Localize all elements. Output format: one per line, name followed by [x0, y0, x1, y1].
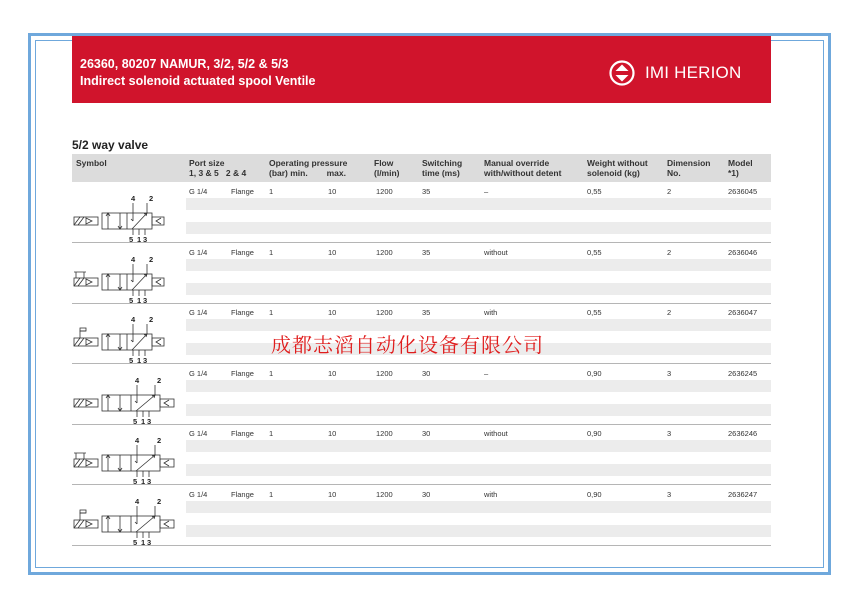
port-label: 4 — [131, 315, 136, 324]
col-weight: Weight without solenoid (kg) — [587, 158, 648, 178]
port-label: 2 — [157, 436, 162, 445]
cell-weight: 0,55 — [587, 248, 602, 257]
row-stripe — [186, 259, 771, 271]
cell-port135: G 1/4 — [189, 369, 208, 378]
port-label: 3 — [143, 235, 148, 243]
cell-manual: with — [484, 308, 498, 317]
col-flow: Flow (l/min) — [374, 158, 400, 178]
col-model: Model *1) — [728, 158, 753, 178]
row-stripe — [186, 283, 771, 295]
cell-switch: 30 — [422, 490, 431, 499]
cell-flow: 1200 — [376, 308, 393, 317]
cell-manual: with — [484, 490, 498, 499]
header-title-line1: 26360, 80207 NAMUR, 3/2, 5/2 & 5/3 — [80, 57, 289, 71]
cell-pmax: 10 — [328, 187, 337, 196]
cell-dim: 2 — [667, 187, 672, 196]
valve-symbol-icon — [72, 244, 185, 304]
cell-pmin: 1 — [269, 490, 274, 499]
cell-port135: G 1/4 — [189, 429, 208, 438]
port-label: 5 — [133, 417, 138, 425]
cell-model: 2636047 — [728, 308, 758, 317]
cell-port135: G 1/4 — [189, 490, 208, 499]
port-label: 3 — [147, 477, 152, 485]
port-label: 1 — [137, 296, 142, 304]
cell-flow: 1200 — [376, 248, 393, 257]
port-label: 3 — [143, 356, 148, 364]
cell-port24: Flange — [231, 308, 254, 317]
cell-weight: 0,90 — [587, 490, 602, 499]
watermark: 成都志滔自动化设备有限公司 — [271, 333, 544, 357]
cell-dim: 2 — [667, 248, 672, 257]
imi-logo-icon — [609, 60, 635, 86]
cell-manual: – — [484, 187, 489, 196]
port-label: 5 — [129, 296, 134, 304]
port-label: 5 — [133, 538, 138, 546]
col-port-size: Port size 1, 3 & 5 2 & 4 — [189, 158, 247, 178]
cell-switch: 30 — [422, 369, 431, 378]
cell-port24: Flange — [231, 369, 254, 378]
port-label: 4 — [131, 255, 136, 264]
section-title: 5/2 way valve — [72, 138, 149, 152]
cell-model: 2636046 — [728, 248, 758, 257]
table-row — [72, 365, 771, 425]
port-label: 3 — [147, 538, 152, 546]
port-label: 3 — [143, 296, 148, 304]
row-stripe — [186, 440, 771, 452]
cell-pmax: 10 — [328, 490, 337, 499]
port-label: 1 — [141, 477, 146, 485]
valve-symbol-icon — [72, 425, 185, 485]
cell-port24: Flange — [231, 490, 254, 499]
cell-weight: 0,55 — [587, 308, 602, 317]
cell-dim: 3 — [667, 369, 672, 378]
cell-port135: G 1/4 — [189, 308, 208, 317]
cell-switch: 35 — [422, 248, 431, 257]
port-label: 4 — [135, 376, 140, 385]
brand-logo — [609, 58, 741, 88]
cell-pmin: 1 — [269, 248, 274, 257]
port-label: 2 — [149, 255, 154, 264]
port-label: 1 — [141, 417, 146, 425]
col-dimension: Dimension No. — [667, 158, 711, 178]
cell-model: 2636245 — [728, 369, 758, 378]
row-stripe — [186, 380, 771, 392]
row-stripe — [186, 404, 771, 416]
cell-port135: G 1/4 — [189, 187, 208, 196]
port-label: 4 — [131, 194, 136, 203]
row-stripe — [186, 525, 771, 537]
cell-dim: 3 — [667, 490, 672, 499]
cell-pmax: 10 — [328, 429, 337, 438]
port-label: 2 — [157, 497, 162, 506]
cell-flow: 1200 — [376, 369, 393, 378]
cell-weight: 0,90 — [587, 369, 602, 378]
cell-pmax: 10 — [328, 248, 337, 257]
table-row — [72, 486, 771, 546]
table-row — [72, 183, 771, 243]
valve-symbol-icon — [72, 365, 185, 425]
cell-port24: Flange — [231, 248, 254, 257]
cell-switch: 35 — [422, 308, 431, 317]
port-label: 1 — [137, 356, 142, 364]
cell-manual: without — [484, 248, 508, 257]
cell-pmin: 1 — [269, 187, 274, 196]
cell-pmax: 10 — [328, 369, 337, 378]
logo-text: IMI HERION — [645, 63, 742, 82]
cell-pmax: 10 — [328, 308, 337, 317]
cell-weight: 0,90 — [587, 429, 602, 438]
valve-symbol-icon — [72, 486, 185, 546]
cell-dim: 2 — [667, 308, 672, 317]
table-row — [72, 244, 771, 304]
port-label: 4 — [135, 497, 140, 506]
port-label: 4 — [135, 436, 140, 445]
header-banner — [72, 36, 771, 103]
cell-flow: 1200 — [376, 429, 393, 438]
cell-manual: – — [484, 369, 489, 378]
valve-symbol-icon — [72, 304, 185, 364]
cell-model: 2636247 — [728, 490, 758, 499]
col-switching: Switching time (ms) — [422, 158, 463, 178]
row-stripe — [186, 464, 771, 476]
cell-pmin: 1 — [269, 308, 274, 317]
port-label: 5 — [129, 356, 134, 364]
col-pressure: Operating pressure (bar) min. max. — [269, 158, 348, 178]
cell-pmin: 1 — [269, 429, 274, 438]
row-stripe — [186, 501, 771, 513]
cell-manual: without — [484, 429, 508, 438]
table-header — [72, 154, 771, 182]
cell-port135: G 1/4 — [189, 248, 208, 257]
col-symbol: Symbol — [76, 158, 107, 168]
cell-flow: 1200 — [376, 187, 393, 196]
cell-weight: 0,55 — [587, 187, 602, 196]
port-label: 1 — [137, 235, 142, 243]
port-label: 1 — [141, 538, 146, 546]
cell-switch: 35 — [422, 187, 431, 196]
port-label: 3 — [147, 417, 152, 425]
cell-port24: Flange — [231, 429, 254, 438]
cell-model: 2636045 — [728, 187, 758, 196]
port-label: 5 — [133, 477, 138, 485]
cell-dim: 3 — [667, 429, 672, 438]
cell-flow: 1200 — [376, 490, 393, 499]
col-manual-override: Manual override with/without detent — [484, 158, 562, 178]
cell-model: 2636246 — [728, 429, 758, 438]
table-row — [72, 425, 771, 485]
valve-symbol-icon — [72, 183, 185, 243]
port-label: 2 — [149, 315, 154, 324]
port-label: 2 — [157, 376, 162, 385]
cell-pmin: 1 — [269, 369, 274, 378]
header-title-line2: Indirect solenoid actuated spool Ventile — [80, 74, 316, 88]
row-stripe — [186, 222, 771, 234]
row-stripe — [186, 198, 771, 210]
port-label: 2 — [149, 194, 154, 203]
port-label: 5 — [129, 235, 134, 243]
cell-port24: Flange — [231, 187, 254, 196]
cell-switch: 30 — [422, 429, 431, 438]
